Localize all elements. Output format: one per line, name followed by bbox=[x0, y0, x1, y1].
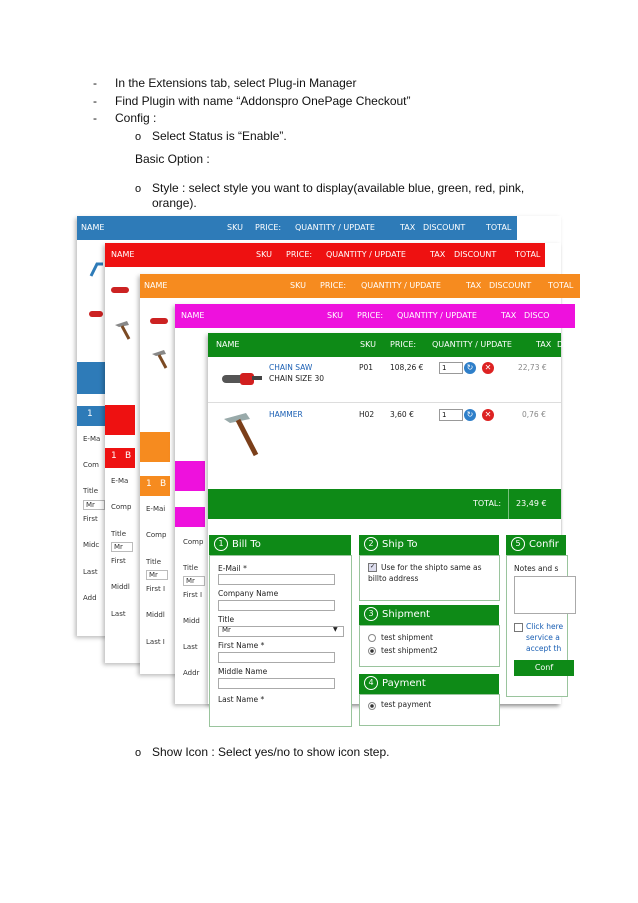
green-table-header bbox=[208, 333, 564, 357]
pink-table-header bbox=[175, 304, 575, 328]
orange-total-bar bbox=[140, 432, 170, 462]
first-name-label: First Name * bbox=[218, 641, 265, 650]
terms-link-cont[interactable]: service a bbox=[526, 633, 560, 642]
col-price: PRICE: bbox=[255, 223, 282, 232]
label: First bbox=[111, 557, 126, 565]
hammer-icon bbox=[220, 409, 264, 459]
step-number: 1 bbox=[214, 537, 228, 551]
label: Midd bbox=[183, 617, 200, 625]
green-total-bar bbox=[208, 489, 561, 519]
col-name: NAME bbox=[81, 223, 105, 232]
payment-header bbox=[359, 674, 499, 694]
shipment-title: Shipment bbox=[382, 609, 430, 620]
step-1 bbox=[93, 76, 356, 90]
step-number: 5 bbox=[511, 537, 525, 551]
step-number: 3 bbox=[364, 607, 378, 621]
quantity-input[interactable]: 1 bbox=[439, 362, 463, 374]
label: Middl bbox=[146, 611, 165, 619]
product-name[interactable]: HAMMER bbox=[269, 410, 303, 419]
product-tax: 0,76 € bbox=[522, 410, 546, 419]
confirm-button[interactable]: Conf bbox=[514, 660, 574, 676]
blue-total-bar bbox=[77, 362, 107, 394]
col-total: TOTAL bbox=[548, 281, 574, 290]
col-total: TOTAL bbox=[486, 223, 512, 232]
style-item bbox=[135, 180, 524, 197]
total-value: 23,49 € bbox=[516, 499, 547, 508]
terms-link-cont2[interactable]: accept th bbox=[526, 644, 562, 653]
col-total: TOTAL bbox=[515, 250, 541, 259]
confirm-header bbox=[506, 535, 566, 555]
pink-total-bar bbox=[175, 461, 205, 491]
row-divider bbox=[208, 402, 561, 403]
terms-checkbox[interactable] bbox=[514, 623, 523, 632]
label: Last bbox=[183, 643, 198, 651]
notes-label: Notes and s bbox=[514, 564, 559, 573]
label: Midc bbox=[83, 541, 100, 549]
bill-to-header bbox=[209, 535, 351, 555]
title-label: Title bbox=[218, 615, 235, 624]
email-label: E-Mail * bbox=[218, 564, 247, 573]
red-table-header bbox=[105, 243, 545, 267]
payment-title: Payment bbox=[382, 678, 426, 689]
col-name: NAME bbox=[181, 311, 205, 320]
col-qty: QUANTITY / UPDATE bbox=[432, 340, 512, 349]
delete-icon[interactable]: ✕ bbox=[482, 362, 494, 374]
update-icon[interactable]: ↻ bbox=[464, 409, 476, 421]
company-field[interactable] bbox=[218, 600, 335, 611]
col-sku: SKU bbox=[227, 223, 243, 232]
col-name: NAME bbox=[111, 250, 135, 259]
label: Mr bbox=[86, 501, 95, 509]
col-price: PRICE: bbox=[320, 281, 347, 290]
col-tax: TAX bbox=[466, 281, 482, 290]
shipment-radio-2[interactable] bbox=[368, 647, 376, 655]
terms-link[interactable]: Click here bbox=[526, 622, 564, 631]
step-number: 1 bbox=[87, 409, 93, 419]
label: Addr bbox=[183, 669, 200, 677]
style-text-cont: orange). bbox=[152, 196, 197, 210]
show-icon-text: Show Icon : Select yes/no to show icon step. bbox=[152, 745, 390, 759]
delete-icon[interactable]: ✕ bbox=[482, 409, 494, 421]
orange-table-header bbox=[140, 274, 580, 298]
col-tax: TAX bbox=[501, 311, 517, 320]
col-discount: DISCOUNT bbox=[423, 223, 466, 232]
total-label: TOTAL: bbox=[473, 499, 502, 508]
blue-table-header bbox=[77, 216, 517, 240]
col-sku: SKU bbox=[360, 340, 376, 349]
label: Title bbox=[83, 487, 99, 495]
col-qty: QUANTITY / UPDATE bbox=[326, 250, 406, 259]
step-text: Config : bbox=[115, 111, 157, 125]
step-title: B bbox=[160, 479, 167, 489]
first-name-field[interactable] bbox=[218, 652, 335, 663]
last-name-label: Last Name * bbox=[218, 695, 265, 704]
col-discount: DISCO bbox=[524, 311, 550, 320]
total-divider bbox=[508, 489, 509, 519]
shipment-radio-1[interactable] bbox=[368, 634, 376, 642]
col-qty: QUANTITY / UPDATE bbox=[397, 311, 477, 320]
label: Title bbox=[111, 530, 127, 538]
label: First I bbox=[146, 585, 166, 593]
col-price: PRICE: bbox=[357, 311, 384, 320]
label: Add bbox=[83, 594, 97, 602]
payment-body bbox=[359, 694, 500, 726]
chainsaw-icon bbox=[87, 308, 107, 320]
label: First bbox=[83, 515, 98, 523]
product-sku: P01 bbox=[359, 363, 374, 372]
red-total-bar bbox=[105, 405, 135, 435]
col-discount: DISCOUNT bbox=[454, 250, 497, 259]
label: Middl bbox=[111, 583, 130, 591]
shipment-option-2: test shipment2 bbox=[381, 646, 438, 655]
step-text: In the Extensions tab, select Plug-in Manager bbox=[115, 76, 357, 90]
label: Mr bbox=[186, 577, 195, 585]
update-icon[interactable]: ↻ bbox=[464, 362, 476, 374]
basic-option-heading: Basic Option : bbox=[135, 152, 210, 166]
shipment-header bbox=[359, 605, 499, 625]
chainsaw-icon bbox=[148, 314, 172, 328]
hammer-icon bbox=[148, 348, 170, 370]
label: E-Mai bbox=[146, 505, 166, 513]
col-price: PRICE: bbox=[286, 250, 313, 259]
style-screenshots-collage bbox=[77, 216, 574, 709]
label: Title bbox=[146, 558, 162, 566]
dash-bullet: - bbox=[93, 94, 97, 108]
col-tax: TAX bbox=[430, 250, 446, 259]
circle-bullet: o bbox=[135, 183, 142, 195]
ship-to-title: Ship To bbox=[382, 539, 418, 550]
label: Title bbox=[183, 564, 199, 572]
email-field[interactable] bbox=[218, 574, 335, 585]
ship-to-header bbox=[359, 535, 499, 555]
pink-step-header bbox=[175, 507, 205, 527]
label: Mr bbox=[149, 571, 158, 579]
hammer-icon bbox=[111, 319, 133, 341]
payment-option-1: test payment bbox=[381, 700, 432, 709]
select-status-text: Select Status is “Enable”. bbox=[152, 129, 287, 143]
chainsaw-icon bbox=[220, 367, 264, 391]
label: First I bbox=[183, 591, 203, 599]
col-qty: QUANTITY / UPDATE bbox=[361, 281, 441, 290]
label: E-Ma bbox=[83, 435, 101, 443]
select-status-item bbox=[135, 128, 287, 145]
quantity-input[interactable]: 1 bbox=[439, 409, 463, 421]
step-3 bbox=[93, 111, 156, 125]
bill-to-title: Bill To bbox=[232, 539, 261, 550]
col-tax: TAX bbox=[400, 223, 416, 232]
step-number: 1 bbox=[146, 479, 152, 489]
col-price: PRICE: bbox=[390, 340, 417, 349]
dash-bullet: - bbox=[93, 111, 97, 125]
label: Comp bbox=[183, 538, 204, 546]
title-value: Mr bbox=[222, 626, 231, 634]
label: Comp bbox=[111, 503, 132, 511]
col-tax: TAX bbox=[536, 340, 552, 349]
label: Comp bbox=[146, 531, 167, 539]
chainsaw-icon bbox=[109, 283, 133, 297]
same-address-checkbox[interactable]: ✓ bbox=[369, 564, 376, 570]
payment-radio-1[interactable] bbox=[368, 702, 376, 710]
col-discount: D bbox=[557, 340, 564, 349]
label: Mr bbox=[114, 543, 123, 551]
product-price: 3,60 € bbox=[390, 410, 414, 419]
step-number: 2 bbox=[364, 537, 378, 551]
step-title: B bbox=[125, 451, 132, 461]
col-name: NAME bbox=[216, 340, 240, 349]
confirm-title: Confir bbox=[529, 539, 559, 550]
shipment-option-1: test shipment bbox=[381, 633, 433, 642]
step-2 bbox=[93, 94, 411, 108]
same-address-label: Use for the shipto same as bbox=[381, 563, 482, 572]
company-label: Company Name bbox=[218, 589, 279, 598]
label: Com bbox=[83, 461, 99, 469]
step-text: Find Plugin with name “Addonspro OnePage Checkout” bbox=[115, 94, 411, 108]
middle-name-field[interactable] bbox=[218, 678, 335, 689]
same-address-label-cont: billto address bbox=[368, 574, 419, 583]
show-icon-item bbox=[135, 744, 389, 761]
col-sku: SKU bbox=[290, 281, 306, 290]
product-variant: CHAIN SIZE 30 bbox=[269, 374, 324, 383]
circle-bullet: o bbox=[135, 131, 142, 143]
label: Last bbox=[111, 610, 126, 618]
product-name[interactable]: CHAIN SAW bbox=[269, 363, 313, 372]
style-text: Style : select style you want to display(available blue, green, red, pink, bbox=[152, 181, 525, 195]
chevron-down-icon: ▼ bbox=[333, 626, 338, 633]
green-style-panel bbox=[208, 333, 564, 709]
notes-textarea[interactable] bbox=[514, 576, 576, 614]
middle-name-label: Middle Name bbox=[218, 667, 268, 676]
col-sku: SKU bbox=[327, 311, 343, 320]
label: Last I bbox=[146, 638, 165, 646]
col-name: NAME bbox=[144, 281, 168, 290]
step-number: 4 bbox=[364, 676, 378, 690]
product-tax: 22,73 € bbox=[518, 363, 547, 372]
circle-bullet: o bbox=[135, 747, 142, 759]
col-sku: SKU bbox=[256, 250, 272, 259]
title-select[interactable] bbox=[218, 626, 344, 637]
step-number: 1 bbox=[111, 451, 117, 461]
product-price: 108,26 € bbox=[390, 363, 424, 372]
col-discount: DISCOUNT bbox=[489, 281, 532, 290]
label: E-Ma bbox=[111, 477, 129, 485]
dash-bullet: - bbox=[93, 76, 97, 90]
label: Last bbox=[83, 568, 98, 576]
product-sku: H02 bbox=[359, 410, 375, 419]
col-qty: QUANTITY / UPDATE bbox=[295, 223, 375, 232]
